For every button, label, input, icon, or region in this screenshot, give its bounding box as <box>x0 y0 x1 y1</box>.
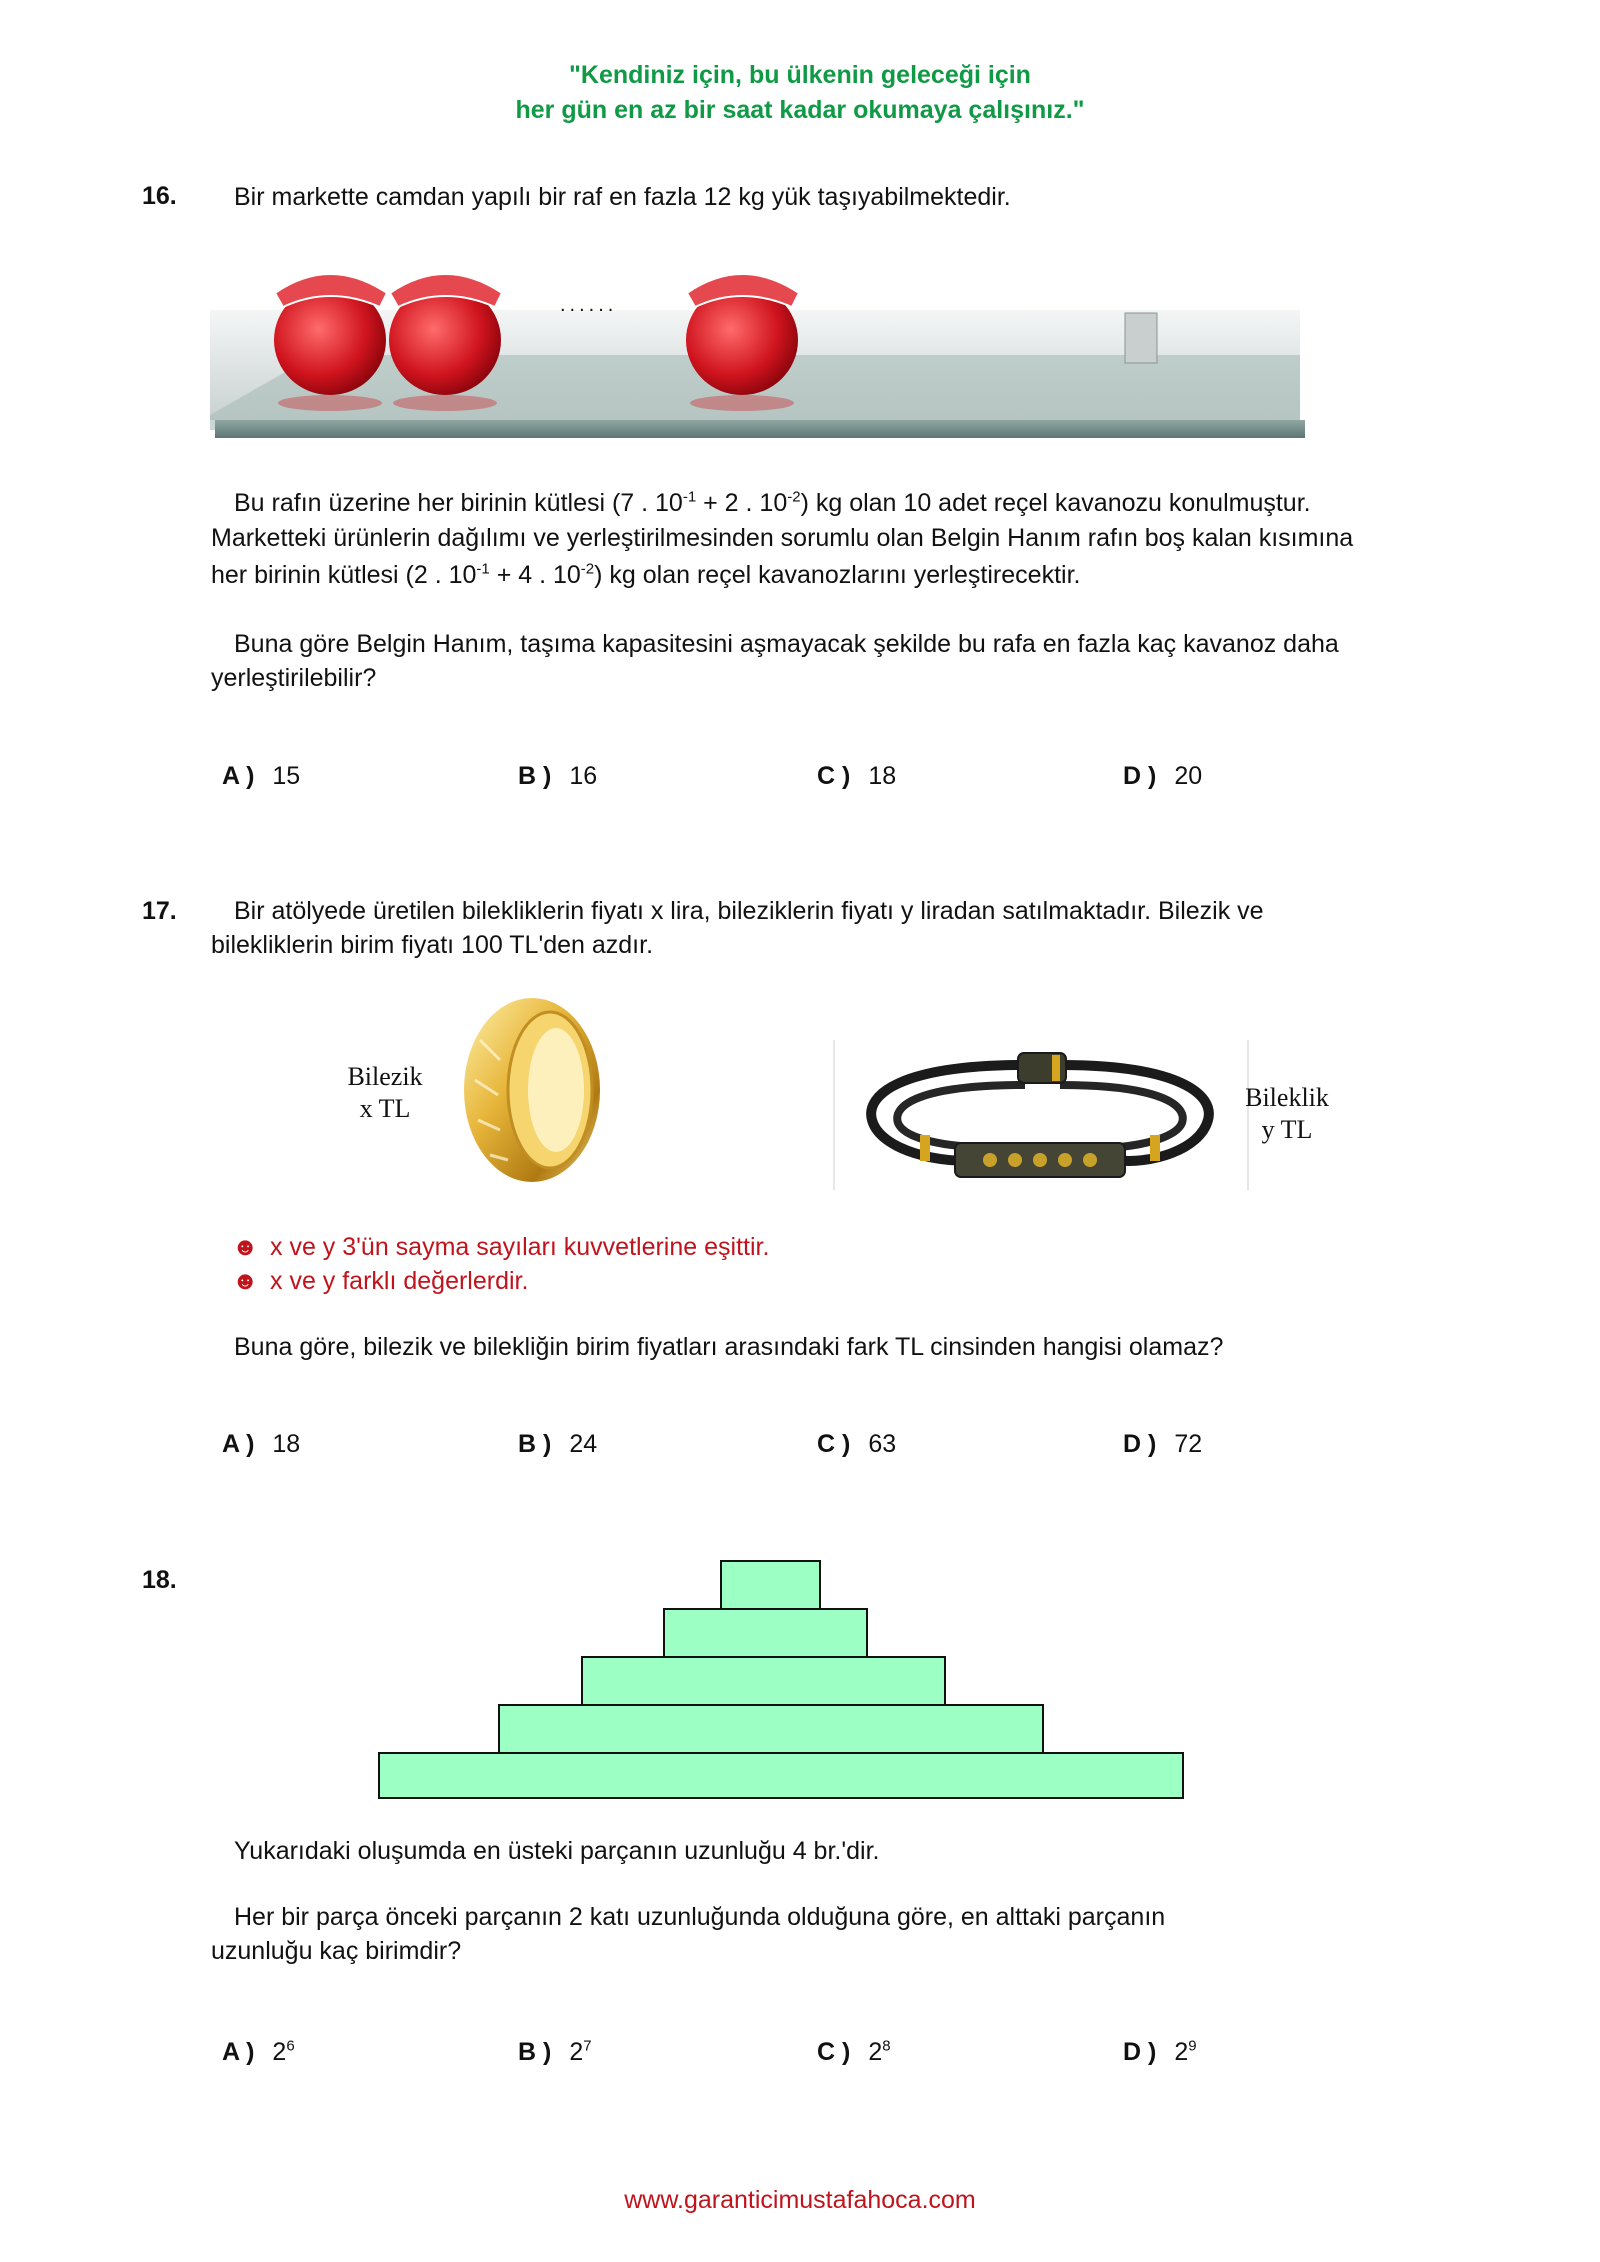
question-18-prompt-line-1: Her bir parça önceki parçanın 2 katı uzunluğunda olduğuna göre, en alttaki parçanın <box>234 1903 1166 1931</box>
question-16-prompt-line-1: Buna göre Belgin Hanım, taşıma kapasitesini aşmayacak şekilde bu rafa en fazla kaç kavanoz daha <box>234 630 1339 658</box>
p1-part-a: Bu rafın üzerine her birinin kütlesi (7 . 10 <box>234 489 683 517</box>
option-value: 20 <box>1174 762 1203 790</box>
bileklik-label <box>1232 1082 1342 1146</box>
option-letter: D ) <box>1123 1430 1157 1458</box>
option-exponent: 6 <box>286 2037 295 2055</box>
pyramid-piece-3 <box>581 1656 946 1706</box>
p1-part-c: ) kg olan 10 adet reçel kavanozu konulmuştur. <box>800 489 1311 517</box>
option-base: 2 <box>569 2038 584 2066</box>
option-base: 2 <box>868 2038 883 2066</box>
p3-exponent-1: -1 <box>476 560 490 578</box>
pyramid-piece-4 <box>498 1704 1044 1754</box>
p3-part-c: ) kg olan reçel kavanozlarını yerleştirecektir. <box>594 561 1081 589</box>
question-17-number: 17. <box>142 897 177 925</box>
option-exponent: 7 <box>583 2037 592 2055</box>
question-16-option-c[interactable] <box>817 762 896 791</box>
option-letter: C ) <box>817 762 851 790</box>
glass-shelf-illustration <box>205 255 1305 455</box>
option-base: 2 <box>272 2038 287 2066</box>
pyramid-piece-2 <box>663 1608 868 1658</box>
option-base: 2 <box>1174 2038 1189 2066</box>
option-letter: D ) <box>1123 2038 1157 2066</box>
question-17-intro-line-2: bilekliklerin birim fiyatı 100 TL'den azdır. <box>211 931 654 959</box>
shelf-front-edge <box>215 420 1305 438</box>
question-17-option-c[interactable] <box>817 1430 896 1459</box>
question-18-number: 18. <box>142 1566 177 1594</box>
header-line-1: "Kendiniz için, bu ülkenin geleceği için <box>569 61 1031 89</box>
footer-website-link[interactable]: www.garanticimustafahoca.com <box>624 2186 976 2214</box>
option-letter: A ) <box>222 2038 255 2066</box>
option-exponent: 9 <box>1188 2037 1197 2055</box>
question-18-prompt-line-2: uzunluğu kaç birimdir? <box>211 1937 462 1965</box>
question-18-option-d[interactable] <box>1123 2038 1197 2067</box>
question-17-condition-1 <box>232 1230 769 1264</box>
p3-part-a: her birinin kütlesi (2 . 10 <box>211 561 477 589</box>
question-17-condition-2 <box>232 1264 528 1298</box>
option-value: 15 <box>272 762 301 790</box>
question-16-number: 16. <box>142 182 177 210</box>
question-16-prompt-line-2: yerleştirilebilir? <box>211 664 377 692</box>
p3-exponent-2: -2 <box>580 560 595 578</box>
question-16-paragraph-3 <box>211 558 1080 592</box>
question-18-option-a[interactable] <box>222 2038 295 2067</box>
option-letter: A ) <box>222 762 255 790</box>
question-16-option-a[interactable] <box>222 762 300 791</box>
condition-text: x ve y farklı değerlerdir. <box>270 1267 529 1295</box>
option-value: 72 <box>1174 1430 1203 1458</box>
question-16-paragraph-2: Marketteki ürünlerin dağılımı ve yerleştirilmesinden sorumlu olan Belgin Hanım rafın boş kalan kısımına <box>211 524 1354 552</box>
smiley-bullet-icon: ☻ <box>232 1233 259 1261</box>
condition-text: x ve y 3'ün sayma sayıları kuvvetlerine eşittir. <box>270 1233 770 1261</box>
shelf-bracket <box>1125 313 1157 363</box>
question-17-option-a[interactable] <box>222 1430 300 1459</box>
option-letter: C ) <box>817 2038 851 2066</box>
question-18-option-c[interactable] <box>817 2038 891 2067</box>
bilezik-label-price: x TL <box>359 1094 411 1123</box>
option-exponent: 8 <box>882 2037 891 2055</box>
question-16-option-b[interactable] <box>518 762 597 791</box>
option-value: 16 <box>569 762 598 790</box>
p1-exponent-1: -1 <box>682 488 697 506</box>
question-16-paragraph-1 <box>234 486 1311 520</box>
question-18-text-1: Yukarıdaki oluşumda en üsteki parçanın uzunluğu 4 br.'dir. <box>234 1837 880 1865</box>
option-value: 24 <box>569 1430 598 1458</box>
bileklik-label-price: y TL <box>1261 1115 1313 1144</box>
pyramid-piece-1 <box>720 1560 821 1610</box>
question-18-option-b[interactable] <box>518 2038 592 2067</box>
question-17-option-d[interactable] <box>1123 1430 1202 1459</box>
question-17-prompt: Buna göre, bilezik ve bilekliğin birim fiyatları arasındaki fark TL cinsinden hangisi olamaz? <box>234 1333 1224 1361</box>
p1-exponent-2: -2 <box>787 488 801 506</box>
option-letter: B ) <box>518 1430 552 1458</box>
option-letter: B ) <box>518 762 552 790</box>
question-16-intro: Bir markette camdan yapılı bir raf en fazla 12 kg yük taşıyabilmektedir. <box>234 183 1011 211</box>
question-17-intro-line-1: Bir atölyede üretilen bilekliklerin fiyatı x lira, bileziklerin fiyatı y liradan satılmaktadır. Bilezik ve <box>234 897 1264 925</box>
image-divider-left <box>833 1040 835 1190</box>
option-letter: C ) <box>817 1430 851 1458</box>
question-16-option-d[interactable] <box>1123 762 1202 791</box>
header-line-2: her gün en az bir saat kadar okumaya çalışınız." <box>515 96 1085 124</box>
question-17-option-b[interactable] <box>518 1430 597 1459</box>
smiley-bullet-icon: ☻ <box>232 1267 259 1295</box>
header-motto <box>0 58 1600 128</box>
p3-part-b: + 4 . 10 <box>489 561 581 589</box>
bileklik-bracelet-image <box>860 1035 1220 1185</box>
bilezik-label-name: Bilezik <box>347 1062 423 1091</box>
option-value: 18 <box>868 762 897 790</box>
option-value: 63 <box>868 1430 897 1458</box>
option-letter: D ) <box>1123 762 1157 790</box>
option-value: 18 <box>272 1430 301 1458</box>
bileklik-label-name: Bileklik <box>1245 1083 1329 1112</box>
bilezik-ring-image <box>440 990 610 1190</box>
jars-ellipsis: ...... <box>560 294 618 316</box>
p1-part-b: + 2 . 10 <box>696 489 788 517</box>
pyramid-piece-5 <box>378 1752 1184 1799</box>
option-letter: A ) <box>222 1430 255 1458</box>
bilezik-label <box>330 1061 440 1125</box>
option-letter: B ) <box>518 2038 552 2066</box>
